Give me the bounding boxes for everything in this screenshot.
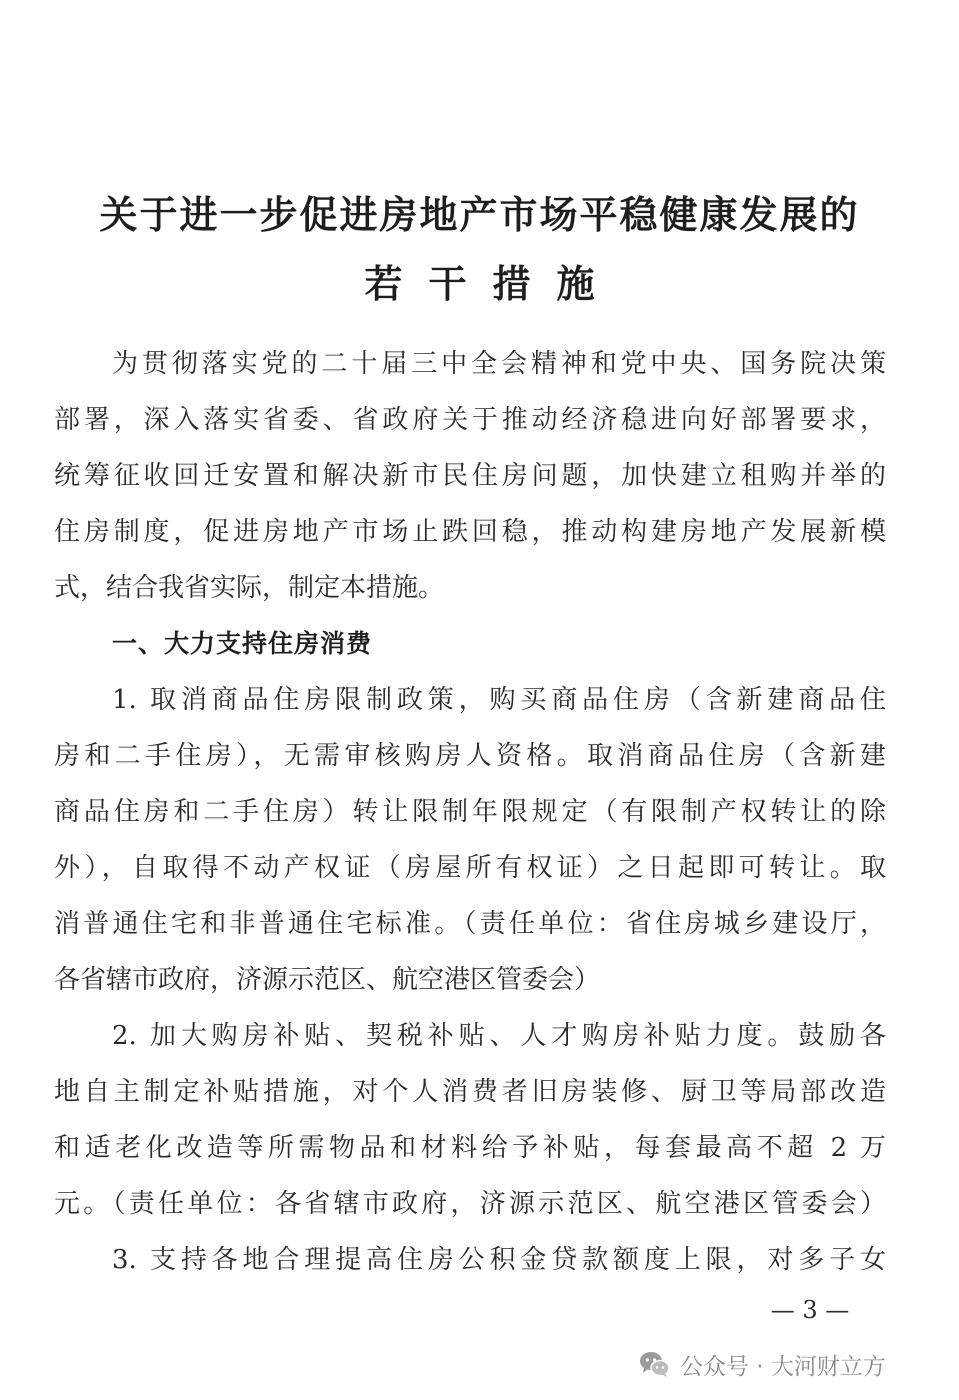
intro-line: 为贯彻落实党的二十届三中全会精神和党中央、国务院决策 <box>112 349 886 379</box>
intro-line: 统筹征收回迁安置和解决新市民住房问题，加快建立租购并举的 <box>54 461 886 491</box>
section-heading: 一、大力支持住房消费 <box>112 629 373 658</box>
item-2-line: 和适老化改造等所需物品和材料给予补贴，每套最高不超 2 万 <box>54 1133 886 1163</box>
item-1-line: 外），自取得不动产权证（房屋所有权证）之日起即可转让。取 <box>54 853 886 883</box>
item-1-line: 商品住房和二手住房）转让限制年限规定（有限制产权转让的除 <box>54 797 886 827</box>
item-1-line: 房和二手住房），无需审核购房人资格。取消商品住房（含新建 <box>54 741 886 771</box>
page-number: — 3 — <box>770 1296 850 1324</box>
document-title-line-2: 若干措施 <box>364 261 621 306</box>
watermark-text: 公众号 · 大河财立方 <box>680 1353 886 1380</box>
document-title-line-1: 关于进一步促进房地产市场平稳健康发展的 <box>99 192 860 237</box>
item-2-line: 2. 加大购房补贴、契税补贴、人才购房补贴力度。鼓励各 <box>112 1021 886 1051</box>
item-1-line: 各省辖市政府，济源示范区、航空港区管委会） <box>54 965 601 995</box>
item-2-line: 地自主制定补贴措施，对个人消费者旧房装修、厨卫等局部改造 <box>54 1077 886 1107</box>
item-3-line: 3. 支持各地合理提高住房公积金贷款额度上限，对多子女 <box>112 1245 886 1275</box>
intro-line: 住房制度，促进房地产市场止跌回稳，推动构建房地产发展新模 <box>54 517 886 547</box>
wechat-icon <box>638 1347 672 1381</box>
intro-line: 部署，深入落实省委、省政府关于推动经济稳进向好部署要求， <box>54 405 886 435</box>
item-1-line: 1. 取消商品住房限制政策，购买商品住房（含新建商品住 <box>112 685 886 715</box>
intro-line: 式，结合我省实际，制定本措施。 <box>54 573 445 603</box>
watermark <box>638 1344 886 1384</box>
item-1-line: 消普通住宅和非普通住宅标准。（责任单位：省住房城乡建设厅， <box>54 909 886 939</box>
item-2-line: 元。（责任单位：各省辖市政府，济源示范区、航空港区管委会） <box>54 1189 886 1219</box>
